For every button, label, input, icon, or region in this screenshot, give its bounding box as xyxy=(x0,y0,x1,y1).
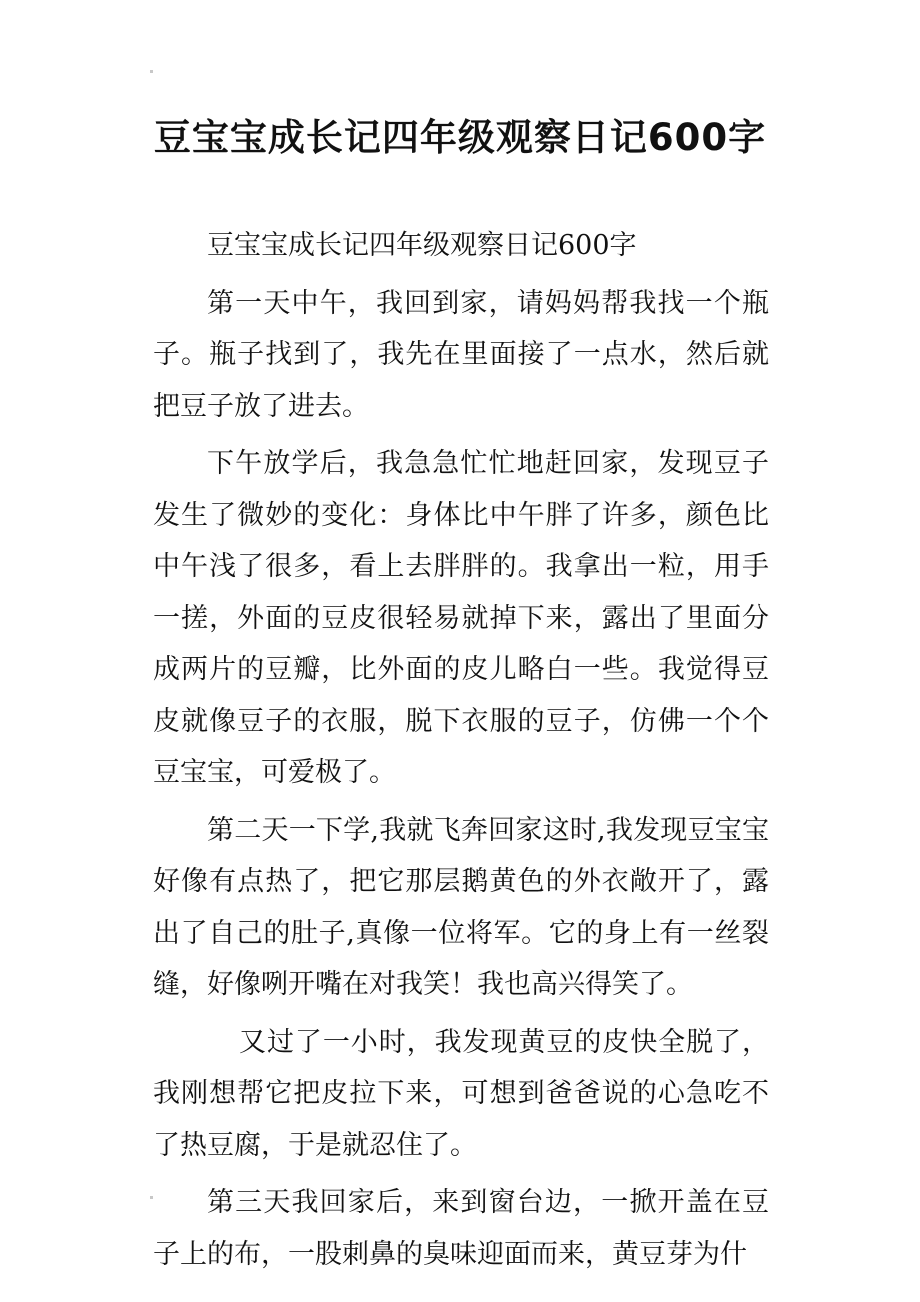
document-body xyxy=(153,220,769,1286)
paragraph-day2: 第二天一下学,我就飞奔回家这时,我发现豆宝宝好像有点热了，把它那层鹅黄色的外衣敞开了，露出了自己的肚子,真像一位将军。它的身上有一丝裂缝，好像咧开嘴在对我笑！我也高兴得笑了。 xyxy=(153,814,769,1000)
document-title: 豆宝宝成长记四年级观察日记600字 xyxy=(153,116,767,159)
paragraph-day2-hour-later: 又过了一小时，我发现黄豆的皮快全脱了，我刚想帮它把皮拉下来，可想到爸爸说的心急吃不了热豆腐，于是就忍住了。 xyxy=(153,1026,769,1161)
scan-mark xyxy=(150,1196,153,1199)
paragraph-day1-afternoon: 下午放学后，我急急忙忙地赶回家，发现豆子发生了微妙的变化：身体比中午胖了许多，颜色比中午浅了很多，看上去胖胖的。我拿出一粒，用手一搓，外面的豆皮很轻易就掉下来，露出了里面分成两片的豆瓣，比外面的皮儿略白一些。我觉得豆皮就像豆子的衣服，脱下衣服的豆子，仿佛一个个豆宝宝，可爱极了。 xyxy=(153,448,769,788)
paragraph-day3: 第三天我回家后，来到窗台边，一掀开盖在豆子上的布，一股刺鼻的臭味迎面而来，黄豆芽为什 xyxy=(153,1187,769,1270)
scan-mark xyxy=(150,70,153,73)
paragraph-heading: 豆宝宝成长记四年级观察日记600字 xyxy=(207,230,637,261)
paragraph-day1-noon: 第一天中午，我回到家，请妈妈帮我找一个瓶子。瓶子找到了，我先在里面接了一点水，然后就把豆子放了进去。 xyxy=(153,287,769,422)
